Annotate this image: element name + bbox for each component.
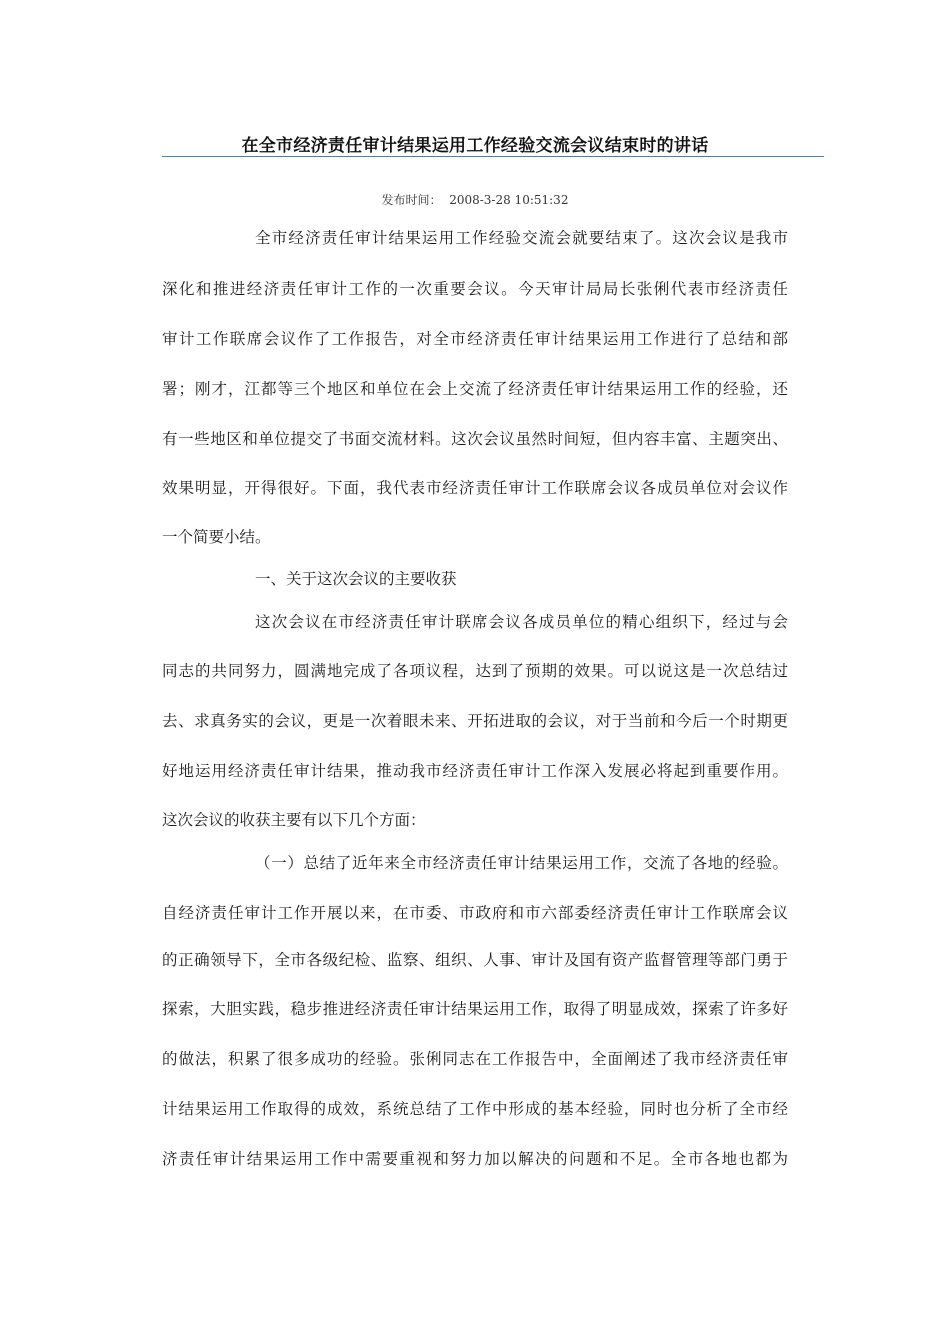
body-line: 自经济责任审计工作开展以来，在市委、市政府和市六部委经济责任审计工作联席会议 (162, 904, 788, 922)
body-line: 深化和推进经济责任审计工作的一次重要会议。今天审计局局长张俐代表市经济责任 (162, 280, 788, 298)
document-title: 在全市经济责任审计结果运用工作经验交流会议结束时的讲话 (241, 136, 709, 156)
publish-info (162, 191, 788, 208)
publish-label: 发布时间： (381, 193, 442, 207)
subsection-heading: （一）总结了近年来全市经济责任审计结果运用工作，交流了各地的经验。 (255, 854, 788, 872)
body-line: 去、求真务实的会议，更是一次着眼未来、开拓进取的会议，对于当前和今后一个时期更 (162, 712, 788, 730)
body-line: 全市经济责任审计结果运用工作经验交流会就要结束了。这次会议是我市 (255, 229, 788, 247)
body-line: 济责任审计结果运用工作中需要重视和努力加以解决的问题和不足。全市各地也都为 (162, 1150, 788, 1168)
body-line: 审计工作联席会议作了工作报告，对全市经济责任审计结果运用工作进行了总结和部 (162, 330, 788, 348)
body-line: 署；刚才，江都等三个地区和单位在会上交流了经济责任审计结果运用工作的经验，还 (162, 380, 788, 398)
body-line: 的正确领导下，全市各级纪检、监察、组织、人事、审计及国有资产监督管理等部门勇于 (162, 951, 788, 969)
body-line: 的做法，积累了很多成功的经验。张俐同志在工作报告中，全面阐述了我市经济责任审 (162, 1050, 788, 1068)
body-line: 这次会议的收获主要有以下几个方面： (162, 811, 426, 829)
body-line: 探索，大胆实践，稳步推进经济责任审计结果运用工作，取得了明显成效，探索了许多好 (162, 1000, 788, 1018)
body-line: 这次会议在市经济责任审计联席会议各成员单位的精心组织下，经过与会 (255, 613, 788, 631)
body-line: 有一些地区和单位提交了书面交流材料。这次会议虽然时间短，但内容丰富、主题突出、 (162, 430, 788, 448)
title-divider (162, 156, 824, 157)
publish-time: 2008-3-28 10:51:32 (449, 193, 569, 207)
body-line: 同志的共同努力，圆满地完成了各项议程，达到了预期的效果。可以说这是一次总结过 (162, 662, 788, 680)
body-line: 好地运用经济责任审计结果，推动我市经济责任审计工作深入发展必将起到重要作用。 (162, 762, 788, 780)
section-heading: 一、关于这次会议的主要收获 (255, 570, 457, 588)
body-line: 计结果运用工作取得的成效，系统总结了工作中形成的基本经验，同时也分析了全市经 (162, 1100, 788, 1118)
body-line: 一个简要小结。 (162, 528, 271, 546)
body-line: 效果明显，开得很好。下面，我代表市经济责任审计工作联席会议各成员单位对会议作 (162, 479, 788, 497)
